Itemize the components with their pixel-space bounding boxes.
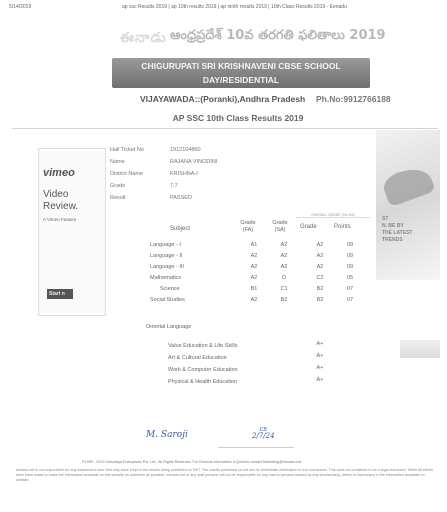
cell-grade: A+ bbox=[316, 377, 324, 383]
cell-grade: B2 bbox=[316, 286, 324, 292]
info-label: Name bbox=[110, 159, 125, 165]
shoe-ad-line1: ST bbox=[382, 216, 389, 222]
cell-subject: Value Education & Life Skills bbox=[168, 343, 238, 349]
table-row bbox=[146, 284, 372, 295]
info-value: 1912104860 bbox=[170, 147, 201, 153]
co-curricular-table bbox=[146, 340, 372, 388]
masthead bbox=[110, 22, 440, 52]
info-label: District Name bbox=[110, 171, 144, 177]
telugu-results-title: ఆంధ్రప్రదేశ్ 10వ తరగతి ఫలితాలు 2019 bbox=[170, 28, 386, 43]
header-points: Points bbox=[334, 224, 351, 230]
school-type: DAY/RESIDENTIAL bbox=[202, 75, 280, 85]
info-row-name bbox=[108, 156, 344, 168]
cell-subject: Physical & Health Education bbox=[168, 379, 238, 385]
cell-subject: Science bbox=[160, 286, 180, 292]
school-contact-row bbox=[140, 94, 410, 106]
cell-sa: B2 bbox=[280, 297, 288, 303]
divider bbox=[12, 128, 438, 129]
ad-tagline bbox=[43, 189, 78, 213]
cell-fa: A2 bbox=[250, 253, 258, 259]
cell-sa: A2 bbox=[280, 253, 288, 259]
vimeo-ad[interactable] bbox=[38, 148, 106, 316]
oriental-language-label: Oriental Language bbox=[146, 324, 192, 330]
cell-subject: Art & Cultural Education bbox=[168, 355, 227, 361]
cell-subject: Work & Computer Education bbox=[168, 367, 238, 373]
info-label: Grade bbox=[110, 183, 126, 189]
header-overall: OVERALL GRADE (FA+SA) bbox=[296, 213, 370, 218]
handwritten-signature: M. Saroji bbox=[146, 430, 188, 440]
footer-copyright: ©1999 - 2019 Ushodaya Enterprises Pvt. Ltd., All Rights Reserved. For General Information & Queries contact Marketing@eenadu.net bbox=[82, 460, 302, 464]
info-row-result bbox=[108, 192, 344, 204]
info-row-hall-ticket bbox=[108, 144, 344, 156]
info-label: Hall Ticket No bbox=[110, 147, 144, 153]
info-value: KRISHNA-I bbox=[170, 171, 198, 177]
marks-table bbox=[146, 240, 372, 306]
info-value: PASSED bbox=[170, 195, 192, 201]
info-row-district bbox=[108, 168, 344, 180]
cell-sa: A2 bbox=[280, 264, 288, 270]
shoe-ad-line2: N. BE BY bbox=[382, 223, 404, 229]
header-grade-fa: Grade (FA) bbox=[240, 220, 256, 233]
cell-grade: B2 bbox=[316, 297, 324, 303]
table-row bbox=[146, 376, 372, 388]
info-value: RAJANA VINODINI bbox=[170, 159, 218, 165]
print-date: 5/14/2019 bbox=[9, 4, 32, 10]
school-phone: Ph.No:9912766188 bbox=[316, 94, 391, 104]
ad-tagline-line2: Review. bbox=[43, 201, 79, 212]
vimeo-logo: vimeo bbox=[43, 167, 75, 179]
shoe-image bbox=[380, 163, 435, 208]
cell-grade: A+ bbox=[316, 365, 324, 371]
handwritten-date-value: 2/7/24 bbox=[252, 432, 275, 440]
cell-subject: Language - III bbox=[150, 264, 184, 270]
cell-points: 09 bbox=[346, 264, 354, 270]
cell-grade: A2 bbox=[316, 264, 324, 270]
cell-sa: D bbox=[282, 275, 286, 281]
table-row bbox=[146, 240, 372, 251]
shoe-ad-line4: TRENDS bbox=[382, 237, 403, 243]
print-page-title: ap ssc Results 2019 | ap 10th results 2019 | ap ninth results 2019 | 10th Class Results 2019 - Eenadu bbox=[122, 4, 347, 10]
cell-subject: Language - II bbox=[150, 253, 183, 259]
cell-grade: A2 bbox=[316, 242, 324, 248]
ad-tagline-line1: Video bbox=[43, 189, 69, 200]
table-row bbox=[146, 352, 372, 364]
cell-fa: A2 bbox=[250, 297, 258, 303]
table-row bbox=[146, 295, 372, 306]
school-banner[interactable] bbox=[112, 58, 370, 88]
shoe-ad-line3: THE LATEST bbox=[382, 230, 413, 236]
cell-fa: B1 bbox=[250, 286, 258, 292]
cell-sa: A2 bbox=[280, 242, 288, 248]
signature-line bbox=[218, 447, 294, 448]
marks-table-header bbox=[142, 210, 372, 240]
ad-subtitle: A Vimeo Feature bbox=[43, 217, 77, 222]
school-address: VIJAYAWADA::(Poranki),Andhra Pradesh bbox=[140, 94, 306, 104]
cell-points: 09 bbox=[346, 253, 354, 259]
cell-subject: Mathematics bbox=[150, 275, 182, 281]
table-row bbox=[146, 262, 372, 273]
cell-grade: A+ bbox=[316, 341, 324, 347]
header-subject: Subject bbox=[170, 226, 191, 232]
shoe-ad[interactable] bbox=[376, 130, 440, 280]
info-row-grade bbox=[108, 180, 344, 192]
table-row bbox=[146, 340, 372, 352]
header-grade-sa: Grade (SA) bbox=[272, 220, 288, 233]
footer-disclaimer: eenadu.net is not responsible for any inadvertent error that may have crept in the results being published on NET. The results published on net are for Immediate information to the examinees. This does not constitute to be a legal document. While all efforts have been made to make the information available on this website as authentic as possible, eenadu.net or any staff persons will not be responsible for any loss to persons caused by any shortcoming, defect or inaccuracy in the information available on website. bbox=[16, 468, 433, 482]
cell-fa: A2 bbox=[250, 275, 258, 281]
cell-fa: A2 bbox=[250, 264, 258, 270]
handwritten-date bbox=[252, 426, 275, 440]
cell-grade: A+ bbox=[316, 353, 324, 359]
table-row bbox=[146, 273, 372, 284]
cell-points: 07 bbox=[346, 286, 354, 292]
cell-grade: C2 bbox=[316, 275, 324, 281]
table-row bbox=[146, 251, 372, 262]
cell-points: 09 bbox=[346, 242, 354, 248]
header-grade: Grade bbox=[300, 224, 317, 230]
info-label: Result bbox=[110, 195, 126, 201]
student-info-table bbox=[108, 144, 344, 204]
handwritten-initials: cs bbox=[259, 425, 268, 433]
shoe-ad-text bbox=[382, 216, 412, 244]
ad-start-button[interactable]: Start n bbox=[47, 289, 73, 299]
cell-fa: A1 bbox=[250, 242, 258, 248]
cell-points: 05 bbox=[346, 275, 354, 281]
side-ad-small[interactable] bbox=[400, 340, 440, 358]
eenadu-logo[interactable]: ఈనాడు bbox=[120, 30, 167, 46]
table-row bbox=[146, 364, 372, 376]
cell-sa: C1 bbox=[280, 286, 288, 292]
info-value: 7.7 bbox=[170, 183, 178, 189]
page-title: AP SSC 10th Class Results 2019 bbox=[172, 113, 304, 123]
cell-grade: A2 bbox=[316, 253, 324, 259]
cell-subject: Language - I bbox=[150, 242, 181, 248]
cell-points: 07 bbox=[346, 297, 354, 303]
school-name: CHIGURUPATI SRI KRISHNAVENI CBSE SCHOOL bbox=[141, 61, 341, 71]
cell-subject: Social Studies bbox=[150, 297, 185, 303]
